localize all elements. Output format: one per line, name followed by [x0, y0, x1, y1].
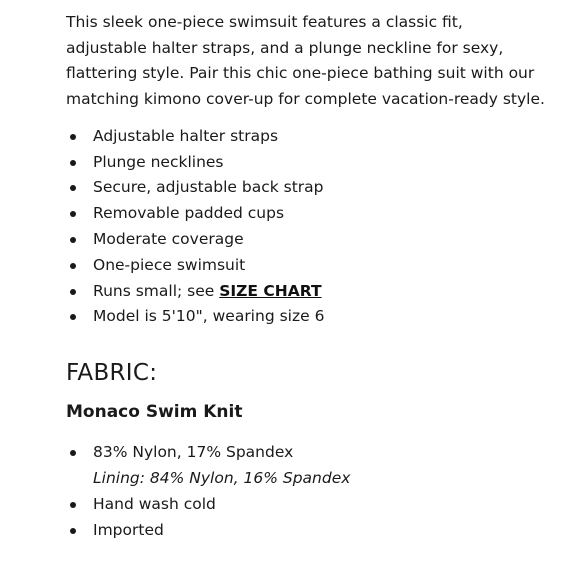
lining-composition: Lining: 84% Nylon, 16% Spandex [93, 468, 351, 487]
feature-item: Secure, adjustable back strap [66, 175, 546, 201]
fabric-composition: 83% Nylon, 17% Spandex [93, 443, 294, 462]
feature-item-runs-small [66, 279, 546, 305]
fabric-name: Monaco Swim Knit [66, 402, 243, 423]
fabric-composition-item [66, 440, 546, 492]
feature-item: Adjustable halter straps [66, 124, 546, 150]
runs-small-text: Runs small; see [93, 281, 220, 300]
feature-item-model-info: Model is 5'10", wearing size 6 [66, 304, 546, 330]
feature-item: Removable padded cups [66, 201, 546, 227]
feature-item: Plunge necklines [66, 150, 546, 176]
care-instructions: Hand wash cold [66, 492, 546, 518]
feature-list [66, 124, 546, 330]
fabric-heading: FABRIC: [66, 360, 158, 387]
product-details [66, 10, 546, 543]
origin-info: Imported [66, 518, 546, 544]
product-description: This sleek one-piece swimsuit features a classic fit, adjustable halter straps, and a plunge neckline for sexy, flattering style. Pair this chic one-piece bathing suit with our matching kimono cover-up for complete vacation-ready style. [66, 13, 545, 109]
size-chart-link[interactable]: SIZE CHART [219, 281, 322, 300]
feature-item: Moderate coverage [66, 227, 546, 253]
fabric-list [66, 440, 546, 543]
feature-item: One-piece swimsuit [66, 253, 546, 279]
